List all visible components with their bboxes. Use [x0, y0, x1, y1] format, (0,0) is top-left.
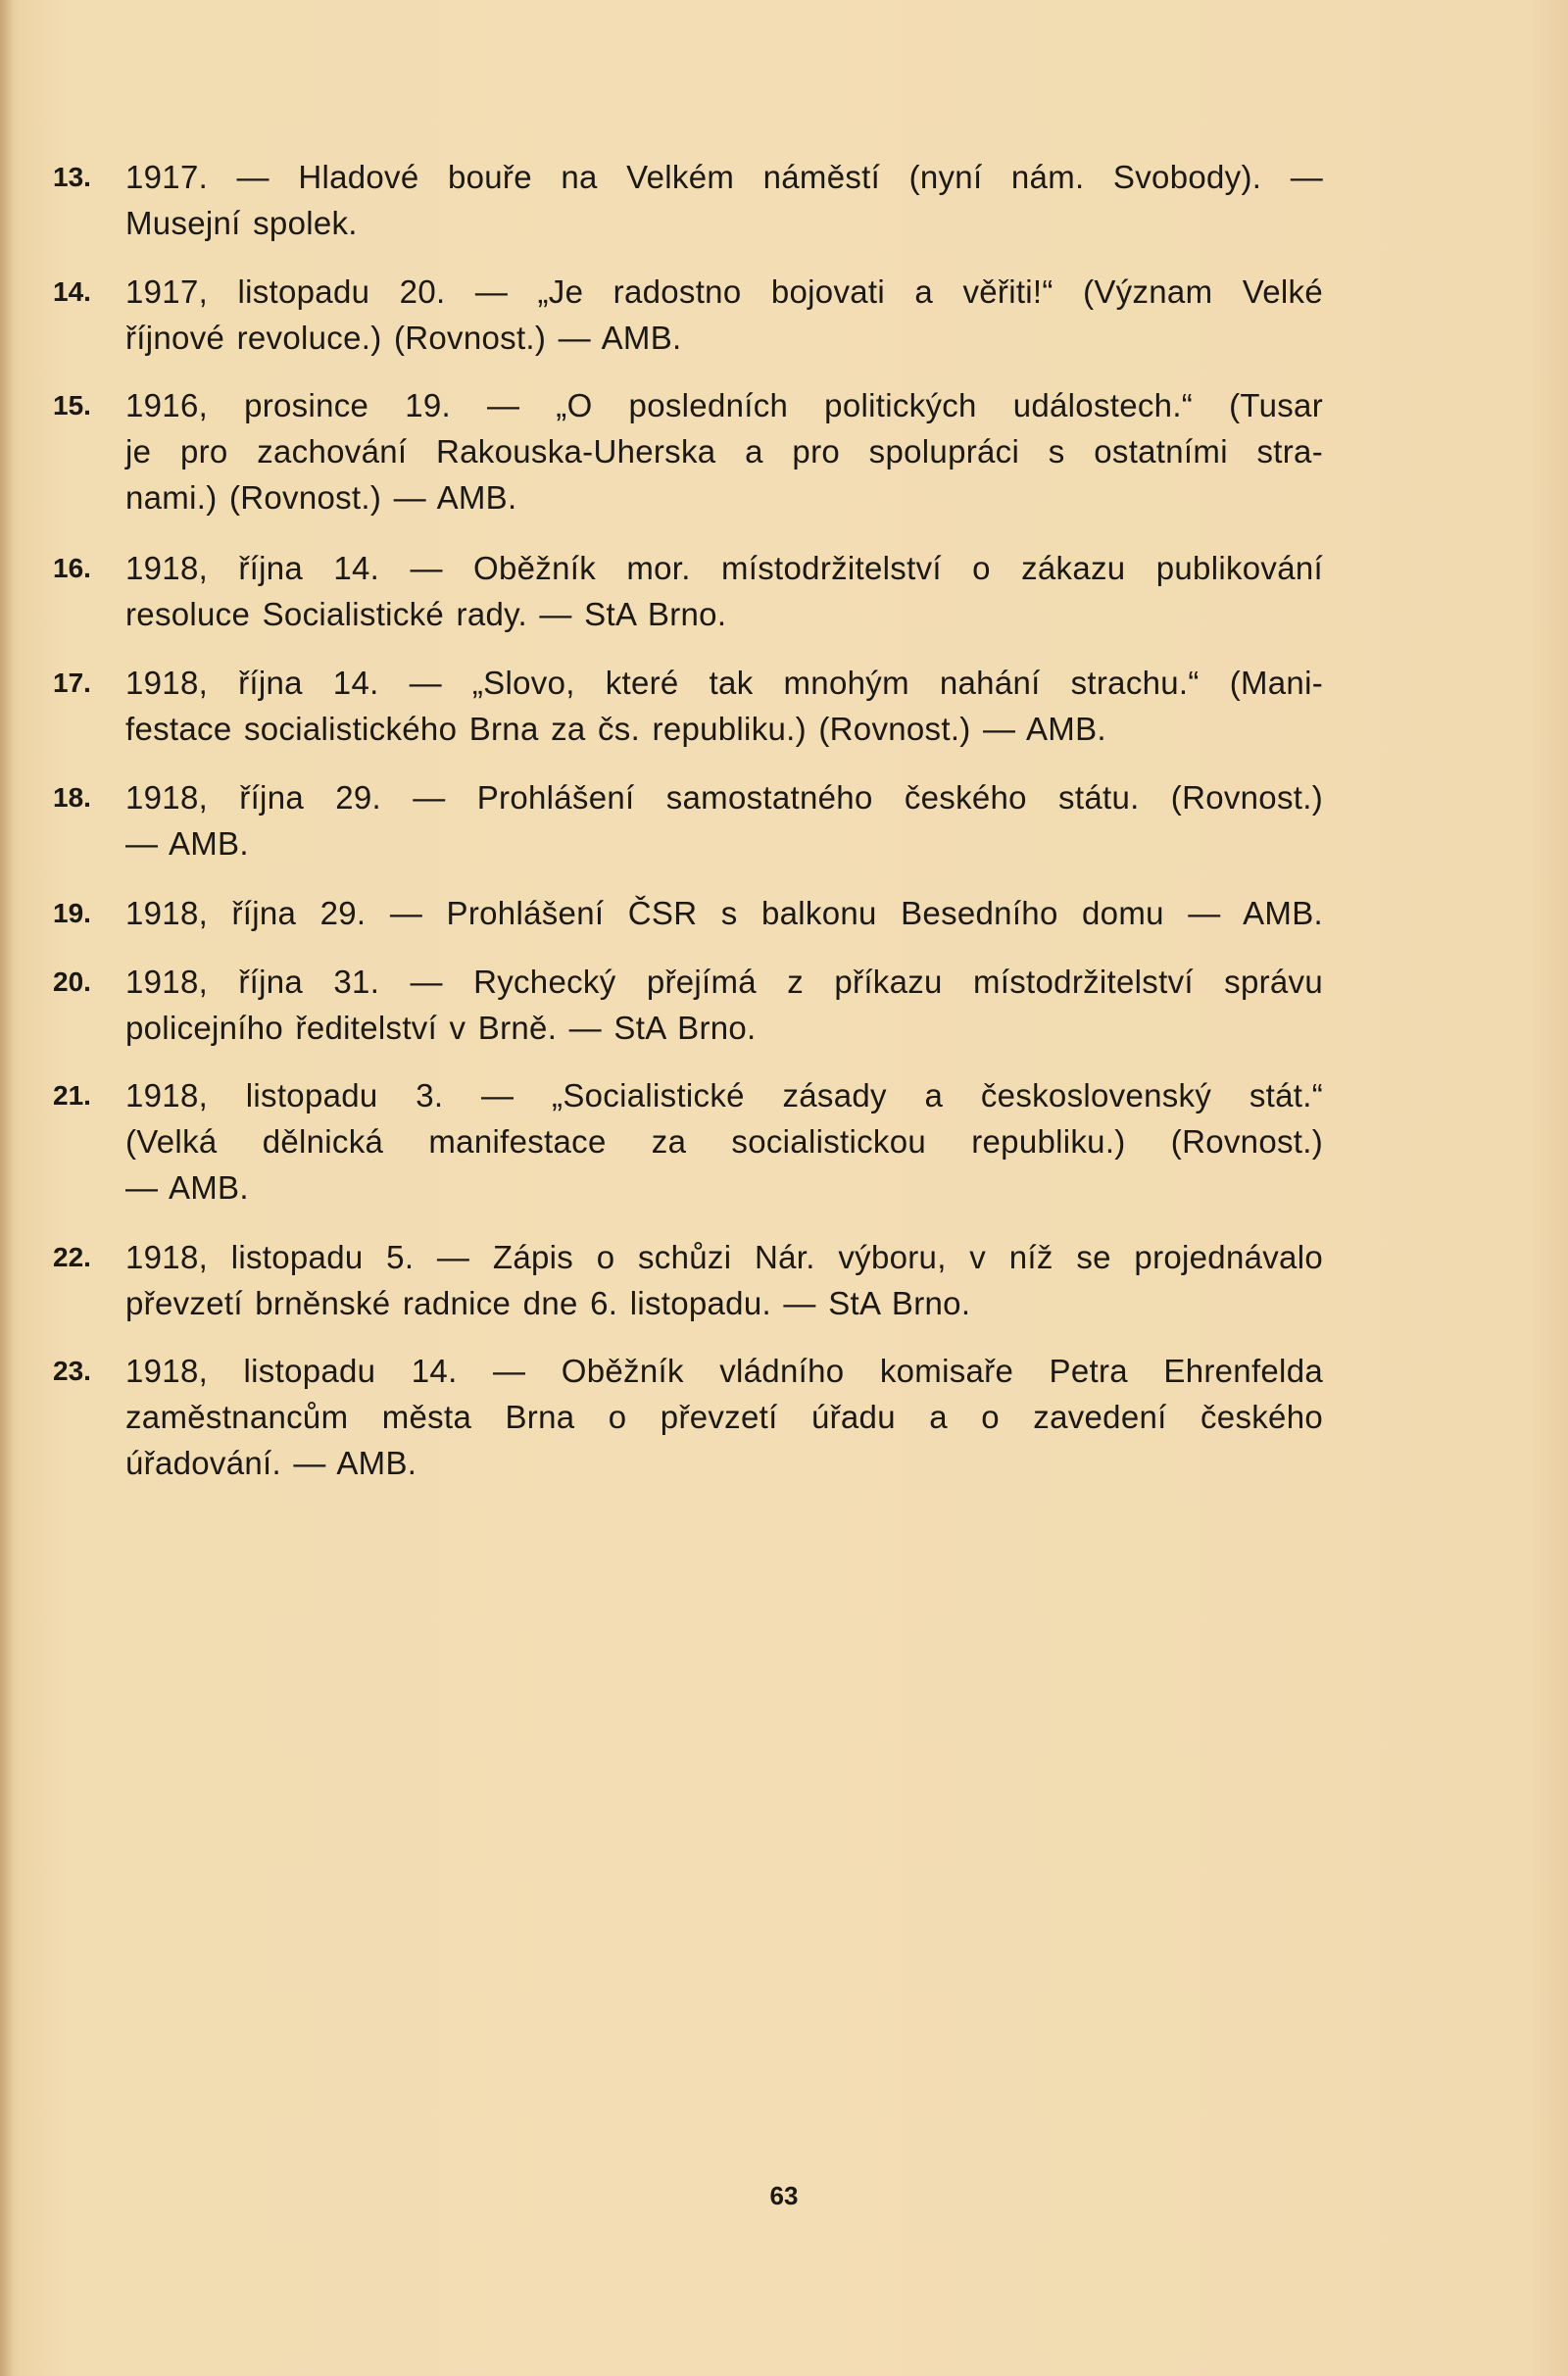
entry-number: 17. [53, 668, 91, 698]
entry-number: 15. [53, 390, 91, 421]
entry-line: (Velká dělnická manifestace za socialistickou republiku.) (Rovnost.) [125, 1123, 1323, 1160]
entry-number: 14. [53, 276, 91, 307]
entry-text [125, 774, 1323, 866]
entry-number: 20. [53, 966, 91, 997]
entry-text [125, 660, 1323, 752]
entry-number: 23. [53, 1356, 91, 1386]
entry-line: je pro zachování Rakouska-Uherska a pro spolupráci s ostatními stra- [125, 433, 1323, 470]
entry-line: převzetí brněnské radnice dne 6. listopadu. — StA Brno. [125, 1285, 971, 1321]
entry-line: — AMB. [125, 825, 249, 862]
entry-line: 1918, října 14. — Oběžník mor. místodržitelství o zákazu publikování [125, 550, 1323, 586]
entry-line: 1917. — Hladové bouře na Velkém náměstí (nyní nám. Svobody). — [125, 159, 1323, 195]
entry-number: 13. [53, 162, 91, 192]
entry-line: 1918, října 29. — Prohlášení ČSR s balkonu Besedního domu — AMB. [125, 895, 1323, 931]
entry-line: nami.) (Rovnost.) — AMB. [125, 479, 517, 516]
entry-text [125, 269, 1323, 361]
entry-line: 1918, listopadu 14. — Oběžník vládního komisaře Petra Ehrenfelda [125, 1353, 1323, 1389]
entry-number: 22. [53, 1242, 91, 1272]
entry-text [125, 545, 1323, 637]
entry-number: 18. [53, 782, 91, 813]
entry-line: 1918, listopadu 3. — „Socialistické zásady a československý stát.“ [125, 1077, 1323, 1114]
entry-line: resoluce Socialistické rady. — StA Brno. [125, 596, 727, 632]
entry-text [125, 959, 1323, 1051]
entry-line: Musejní spolek. [125, 205, 358, 241]
entry-line: 1918, listopadu 5. — Zápis o schůzi Nár. výboru, v níž se projednávalo [125, 1239, 1323, 1275]
entry-line: 1918, října 31. — Rychecký přejímá z příkazu místodržitelství správu [125, 964, 1323, 1000]
entry-number: 16. [53, 553, 91, 583]
entry-text [125, 382, 1323, 520]
entry-line: policejního ředitelství v Brně. — StA Brno. [125, 1010, 757, 1046]
entry-line: 1918, října 29. — Prohlášení samostatného českého státu. (Rovnost.) [125, 779, 1323, 816]
entry-text [125, 1072, 1323, 1211]
entry-text [125, 1348, 1323, 1486]
entry-line: festace socialistického Brna za čs. republiku.) (Rovnost.) — AMB. [125, 711, 1106, 747]
entry-number: 19. [53, 898, 91, 928]
entry-text [125, 154, 1323, 246]
entry-number: 21. [53, 1080, 91, 1111]
entry-line: 1916, prosince 19. — „O posledních politických událostech.“ (Tusar [125, 387, 1323, 423]
entry-line: zaměstnancům města Brna o převzetí úřadu a o zavedení českého [125, 1399, 1323, 1435]
entry-line: 1918, října 14. — „Slovo, které tak mnohým nahání strachu.“ (Mani- [125, 665, 1323, 701]
entry-line: — AMB. [125, 1169, 249, 1206]
entry-text [125, 890, 1323, 936]
entry-line: říjnové revoluce.) (Rovnost.) — AMB. [125, 320, 682, 356]
page-edge-shadow [0, 0, 14, 2376]
entry-line: 1917, listopadu 20. — „Je radostno bojovati a věřiti!“ (Význam Velké [125, 273, 1323, 310]
page-number: 63 [769, 2181, 799, 2210]
entry-text [125, 1234, 1323, 1326]
entry-line: úřadování. — AMB. [125, 1445, 417, 1481]
